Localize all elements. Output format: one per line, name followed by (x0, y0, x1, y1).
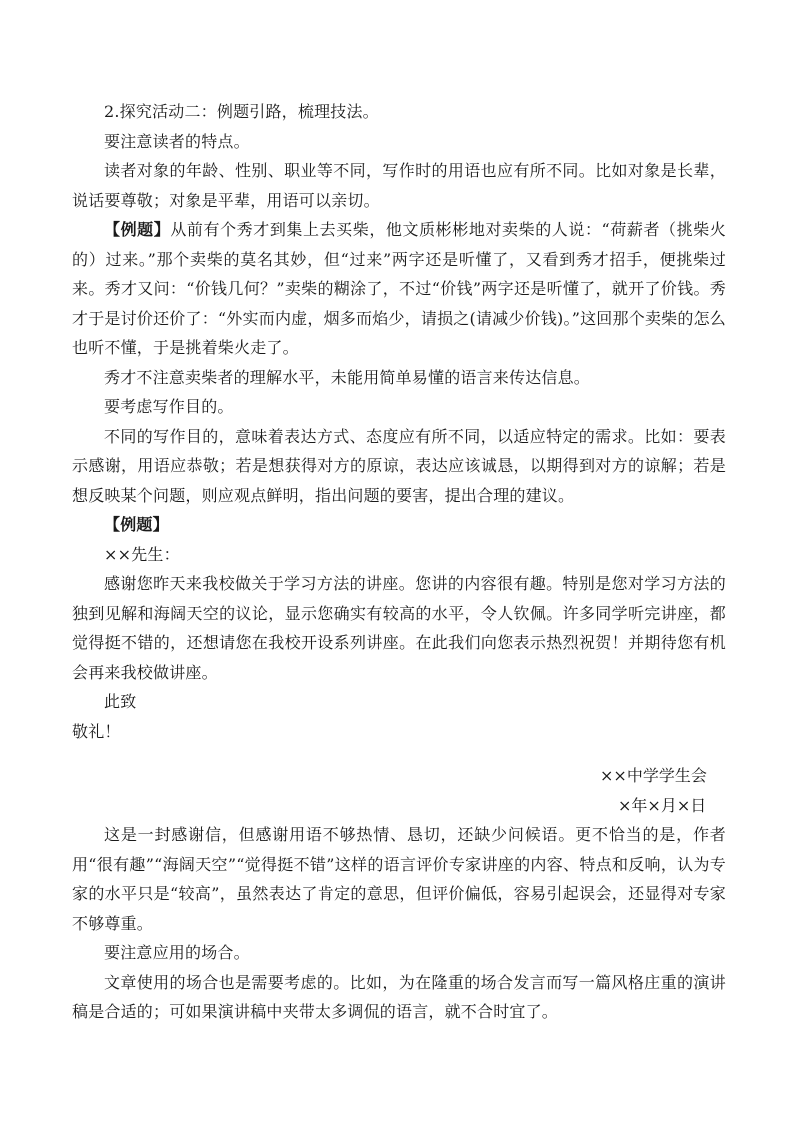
point-purpose: 要考虑写作目的。 (104, 397, 234, 416)
letter-closing-2: 敬礼！ (72, 721, 121, 741)
example-1-text: 从前有个秀才到集上去买柴，他文质彬彬地对卖柴的人说：“荷薪者（挑柴火的）过来。”那个卖柴的莫名其妙，但“过来”两字还是听懂了，又看到秀才招手，便挑柴过来。秀才又问：“价钱几何？”卖柴的糊涂了，不过“价钱”两字还是听懂了，就开了价钱。秀才于是讨价还价了：“外实而内虚，烟多而焰少，请损之(请减少价钱)。”这回那个卖柴的怎么也听不懂，于是挑着柴火走了。 (72, 220, 726, 357)
letter-salutation: ××先生： (104, 544, 180, 564)
paragraph-occasion: 文章使用的场合也是需要考虑的。比如，为在隆重的场合发言而写一篇风格庄重的演讲稿是合适的；可如果演讲稿中夹带太多调侃的语言，就不合时宜了。 (72, 972, 726, 1021)
letter-closing-1: 此致 (104, 692, 137, 711)
example-label: 【例题】 (104, 220, 171, 239)
activity-heading: 2.探究活动二：例题引路，梳理技法。 (104, 102, 379, 121)
section-activity (72, 97, 726, 746)
example-1-comment: 秀才不注意卖柴者的理解水平，未能用简单易懂的语言来传达信息。 (104, 367, 591, 387)
section-analysis (72, 820, 726, 1027)
paragraph-reader: 读者对象的年龄、性别、职业等不同，写作时的用语也应有所不同。比如对象是长辈，说话要尊敬；对象是平辈，用语可以亲切。 (72, 161, 726, 210)
letter-body: 感谢您昨天来我校做关于学习方法的讲座。您讲的内容很有趣。特别是您对学习方法的独到见解和海阔天空的议论，显示您确实有较高的水平，令人钦佩。许多同学听完讲座，都觉得挺不错的，还想请您在我校开设系列讲座。在此我们向您表示热烈祝贺！并期待您有机会再来我校做讲座。 (72, 574, 726, 682)
letter-date: ×年×月×日 (618, 796, 707, 815)
letter-signature: ××中学学生会 (600, 766, 707, 785)
point-occasion: 要注意应用的场合。 (104, 943, 250, 962)
analysis-paragraph: 这是一封感谢信，但感谢用语不够热情、恳切，还缺少问候语。更不恰当的是，作者用“很有趣”“海阔天空”“觉得挺不错”这样的语言评价专家讲座的内容、特点和反响，认为专家的水平只是“较高”，虽然表达了肯定的意思，但评价偏低，容易引起误会，还显得对专家不够尊重。 (72, 825, 726, 933)
example-1-paragraph (72, 215, 726, 363)
paragraph-purpose: 不同的写作目的，意味着表达方式、态度应有所不同，以适应特定的需求。比如：要表示感谢，用语应恭敬；若是想获得对方的原谅，表达应该诚恳，以期得到对方的谅解；若是想反映某个问题，则应观点鲜明，指出问题的要害，提出合理的建议。 (72, 426, 726, 505)
point-reader: 要注意读者的特点。 (104, 131, 250, 151)
example-label: 【例题】 (104, 515, 169, 534)
